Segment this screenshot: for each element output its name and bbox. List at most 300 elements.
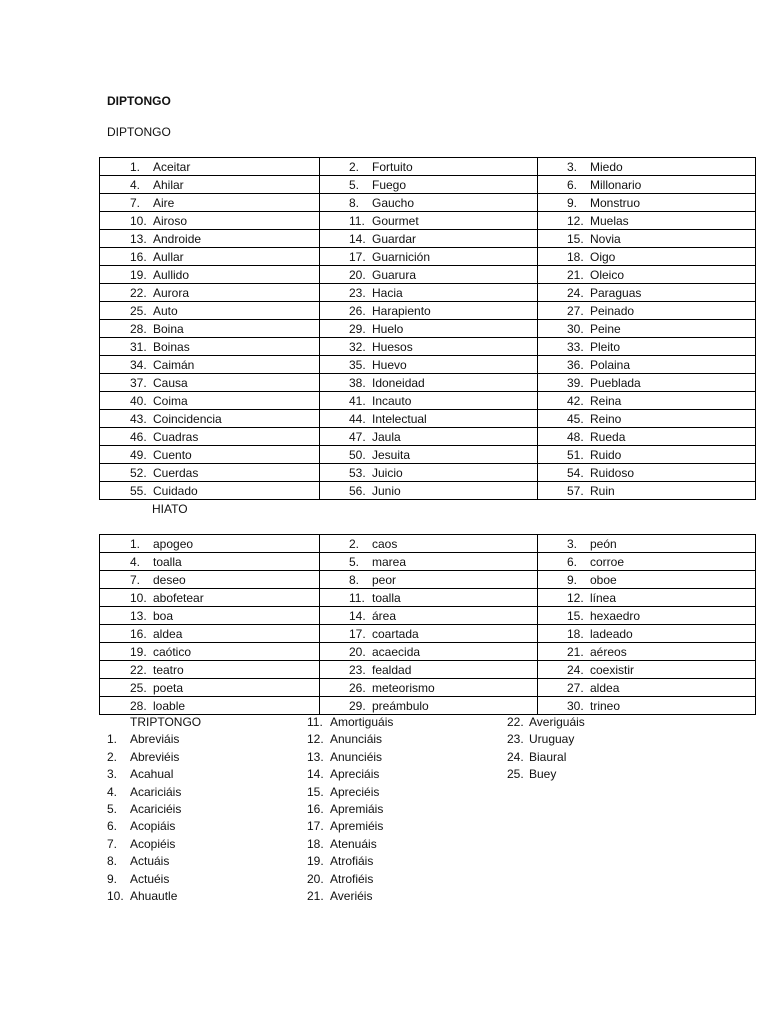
item-word: Apremiáis [330,801,384,816]
item-word: caos [372,536,398,551]
table-row [100,571,756,589]
item-number: 24. [567,662,584,677]
table-cell [100,697,320,715]
item-number: 20. [307,871,324,886]
item-number: 16. [307,801,324,816]
list-item [107,888,201,905]
item-number: 15. [567,231,584,246]
item-number: 41. [349,393,366,408]
item-word: acaecida [372,644,421,659]
table-cell [538,697,756,715]
item-number: 52. [130,465,147,480]
item-number: 10. [130,590,147,605]
item-number: 17. [349,249,366,264]
item-number: 17. [349,626,366,641]
item-word: Coima [153,393,188,408]
table-row [100,482,756,500]
triptongo-list-column-2 [307,714,393,905]
item-word: Novia [590,231,621,246]
table-cell [100,428,320,446]
table-cell [320,679,538,697]
item-number: 6. [107,819,118,834]
item-word: toalla [153,554,182,569]
item-number: 23. [507,732,524,747]
item-word: Auto [153,303,178,318]
item-word: Aire [153,195,175,210]
item-word: Anunciéis [330,749,383,764]
item-number: 11. [349,213,365,228]
item-number: 25. [507,767,524,782]
item-word: Atrofiáis [330,854,374,869]
item-number: 10. [130,213,147,228]
table-cell [100,230,320,248]
table-cell [100,410,320,428]
item-number: 8. [349,195,360,210]
table-row [100,697,756,715]
item-number: 19. [130,644,147,659]
item-word: Aullido [153,267,190,282]
item-word: Monstruo [590,195,641,210]
item-number: 23. [349,285,366,300]
table-cell [320,338,538,356]
item-number: 24. [507,749,524,764]
item-word: Peinado [590,303,635,318]
table-row [100,176,756,194]
item-word: Aceitar [153,159,191,174]
item-word: Muelas [590,213,629,228]
table-row [100,428,756,446]
item-word: Fuego [372,177,407,192]
item-word: Guarnición [372,249,431,264]
item-word: Uruguay [529,732,575,747]
item-number: 26. [349,303,366,318]
item-word: Huevo [372,357,407,372]
item-number: 49. [130,447,147,462]
item-word: Boinas [153,339,190,354]
table-cell [320,589,538,607]
item-word: Juicio [372,465,403,480]
table-cell [320,482,538,500]
item-word: Acariciéis [130,801,182,816]
item-number: 9. [567,572,578,587]
item-word: aldea [153,626,183,641]
section-heading-diptongo: DIPTONGO [107,125,171,139]
list-item [307,818,393,835]
item-number: 54. [567,465,584,480]
table-row [100,410,756,428]
item-word: área [372,608,397,623]
table-cell [538,356,756,374]
item-word: boa [153,608,174,623]
item-word: teatro [153,662,184,677]
item-word: Reina [590,393,622,408]
item-number: 27. [567,303,584,318]
table-cell [538,266,756,284]
item-number: 12. [307,732,324,747]
table-cell [100,248,320,266]
table-cell [538,679,756,697]
item-word: Fortuito [372,159,413,174]
item-number: 16. [130,626,147,641]
table-row [100,230,756,248]
item-word: meteorismo [372,680,435,695]
list-item [307,888,393,905]
item-word: aldea [590,680,620,695]
item-number: 23. [349,662,366,677]
table-cell [538,284,756,302]
item-number: 1. [107,732,118,747]
table-row [100,338,756,356]
item-number: 12. [567,213,584,228]
table-cell [538,446,756,464]
item-number: 6. [567,177,578,192]
item-number: 48. [567,429,584,444]
table-row [100,625,756,643]
item-number: 55. [130,483,147,498]
item-number: 22. [130,662,147,677]
list-item [507,766,585,783]
triptongo-list-column-3 [507,714,585,784]
item-word: Anunciáis [330,732,383,747]
item-word: Acariciáis [130,784,182,799]
table-cell [100,446,320,464]
item-word: Junio [372,483,401,498]
item-number: 7. [130,572,141,587]
item-number: 9. [567,195,578,210]
table-cell [320,571,538,589]
item-word: Acahual [130,767,174,782]
item-number: 46. [130,429,147,444]
item-word: Paraguas [590,285,642,300]
table-cell [538,374,756,392]
list-item [107,766,201,783]
item-word: apogeo [153,536,194,551]
item-number: 37. [130,375,147,390]
table-cell [320,176,538,194]
table-cell [320,248,538,266]
list-item [107,836,201,853]
item-word: Abreviáis [130,732,180,747]
table-row [100,607,756,625]
item-number: 15. [307,784,324,799]
table-cell [100,535,320,553]
item-number: 53. [349,465,366,480]
item-word: Huelo [372,321,404,336]
item-word: Apreciáis [330,767,380,782]
list-item [307,731,393,748]
table-cell [538,410,756,428]
table-row [100,302,756,320]
item-number: 6. [567,554,578,569]
table-cell [320,212,538,230]
item-number: 27. [567,680,584,695]
item-number: 28. [130,321,147,336]
item-word: Aurora [153,285,190,300]
item-word: Miedo [590,159,623,174]
table-cell [538,625,756,643]
item-number: 56. [349,483,366,498]
item-word: Hacia [372,285,403,300]
item-number: 36. [567,357,584,372]
table-cell [100,482,320,500]
item-number: 24. [567,285,584,300]
item-word: corroe [590,554,625,569]
item-word: marea [372,554,407,569]
item-number: 21. [307,888,324,903]
item-number: 13. [130,608,147,623]
item-word: Apremiéis [330,819,384,834]
item-word: Idoneidad [372,375,425,390]
table-row [100,446,756,464]
table-cell [320,266,538,284]
table-row [100,212,756,230]
item-number: 29. [349,698,366,713]
item-number: 29. [349,321,366,336]
item-number: 50. [349,447,366,462]
table-cell [320,428,538,446]
item-word: caótico [153,644,192,659]
table-cell [100,320,320,338]
item-number: 2. [349,159,360,174]
item-number: 2. [349,536,360,551]
item-word: Pleito [590,339,621,354]
table-cell [320,374,538,392]
table-row [100,320,756,338]
table-cell [538,320,756,338]
item-word: Coincidencia [153,411,222,426]
item-word: loable [153,698,186,713]
item-number: 33. [567,339,584,354]
item-word: Atrofiéis [330,871,374,886]
list-item [107,871,201,888]
item-number: 12. [567,590,584,605]
item-number: 38. [349,375,366,390]
list-item [107,818,201,835]
item-word: Ruido [590,447,622,462]
table-cell [320,158,538,176]
item-number: 2. [107,749,118,764]
table-cell [100,661,320,679]
item-number: 7. [130,195,141,210]
item-number: 7. [107,836,118,851]
table-cell [320,464,538,482]
table-cell [320,392,538,410]
item-number: 22. [507,715,524,729]
item-word: trineo [590,698,621,713]
table-cell [100,266,320,284]
table-row [100,535,756,553]
item-word: toalla [372,590,401,605]
item-word: ladeado [590,626,633,641]
table-cell [320,230,538,248]
table-cell [100,464,320,482]
item-word: Caimán [153,357,195,372]
item-number: 1. [130,159,141,174]
item-number: 5. [349,177,360,192]
item-word: Millonario [590,177,642,192]
table-cell [100,284,320,302]
item-number: 32. [349,339,366,354]
table-cell [320,697,538,715]
table-row [100,589,756,607]
table-cell [538,338,756,356]
item-word: Oigo [590,249,616,264]
item-word: preámbulo [372,698,429,713]
table-cell [538,553,756,571]
item-number: 16. [130,249,147,264]
list-item [307,871,393,888]
table-row [100,194,756,212]
table-cell [538,535,756,553]
table-cell [320,320,538,338]
table-cell [538,571,756,589]
item-number: 18. [567,249,584,264]
table-cell [538,643,756,661]
table-row [100,266,756,284]
item-number: 40. [130,393,147,408]
list-item [307,714,393,731]
table-cell [320,194,538,212]
item-number: 13. [130,231,147,246]
item-word: Aullar [153,249,184,264]
item-number: 35. [349,357,366,372]
table-cell [538,158,756,176]
item-word: Ruin [590,483,615,498]
item-number: 57. [567,483,584,498]
item-number: 8. [349,572,360,587]
table-cell [320,643,538,661]
item-word: Cuadras [153,429,199,444]
list-item [307,853,393,870]
table-cell [100,374,320,392]
item-number: 14. [349,608,366,623]
item-number: 10. [107,888,124,903]
table-cell [320,284,538,302]
list-item [107,853,201,870]
table-cell [100,607,320,625]
table-row [100,553,756,571]
item-word: Apreciéis [330,784,380,799]
item-number: 4. [107,784,118,799]
item-word: oboe [590,572,617,587]
list-item [507,714,585,731]
item-number: 11. [349,590,365,605]
item-word: Ahilar [153,177,184,192]
item-word: coexistir [590,662,635,677]
table-cell [100,625,320,643]
table-row [100,356,756,374]
item-number: 31. [130,339,147,354]
item-number: 25. [130,303,147,318]
item-number: 47. [349,429,366,444]
table-cell [100,338,320,356]
table-row [100,248,756,266]
table-cell [538,589,756,607]
table-cell [538,464,756,482]
item-number: 34. [130,357,147,372]
item-number: 30. [567,698,584,713]
item-word: Cuidado [153,483,198,498]
item-word: Acopiéis [130,836,176,851]
item-number: 21. [567,267,584,282]
table-cell [320,625,538,643]
item-word: Ruidoso [590,465,635,480]
table-row [100,284,756,302]
item-word: Actuáis [130,854,170,869]
table-cell [320,302,538,320]
page-title: DIPTONGO [107,94,171,108]
item-word: coartada [372,626,419,641]
item-number: 19. [307,854,324,869]
table-cell [100,158,320,176]
table-cell [320,356,538,374]
table-cell [538,230,756,248]
item-number: 21. [567,644,584,659]
section-heading-triptongo: TRIPTONGO [130,715,202,729]
item-number: 9. [107,871,118,886]
table-cell [100,553,320,571]
item-word: Boina [153,321,184,336]
triptongo-list-column-1 [107,714,201,905]
item-number: 15. [567,608,584,623]
item-number: 20. [349,267,366,282]
item-word: Oleico [590,267,625,282]
item-number: 30. [567,321,584,336]
table-row [100,374,756,392]
item-word: Averiguáis [529,715,585,729]
item-word: hexaedro [590,608,641,623]
table-cell [100,679,320,697]
section-heading-hiato: HIATO [152,502,188,516]
item-word: Buey [529,767,557,782]
table-cell [100,589,320,607]
list-item [107,801,201,818]
diptongo-table [99,157,756,500]
item-word: Jesuita [372,447,411,462]
item-number: 20. [349,644,366,659]
item-number: 3. [567,536,578,551]
item-number: 44. [349,411,366,426]
item-word: deseo [153,572,186,587]
item-number: 14. [307,767,324,782]
table-cell [538,212,756,230]
item-word: Rueda [590,429,626,444]
item-word: Atenuáis [330,836,377,851]
item-number: 51. [567,447,584,462]
item-word: Gaucho [372,195,415,210]
item-number: 8. [107,854,118,869]
item-number: 14. [349,231,366,246]
item-number: 22. [130,285,147,300]
item-word: poeta [153,680,184,695]
list-item [307,836,393,853]
item-word: Intelectual [372,411,427,426]
item-word: Incauto [372,393,412,408]
item-word: aéreos [590,644,627,659]
hiato-table [99,534,756,715]
list-item [307,766,393,783]
item-word: Huesos [372,339,413,354]
item-word: Abreviéis [130,749,180,764]
item-word: Peine [590,321,621,336]
item-number: 19. [130,267,147,282]
item-word: Acopiáis [130,819,176,834]
item-word: Polaina [590,357,631,372]
item-number: 26. [349,680,366,695]
table-cell [100,212,320,230]
table-row [100,158,756,176]
item-number: 17. [307,819,324,834]
